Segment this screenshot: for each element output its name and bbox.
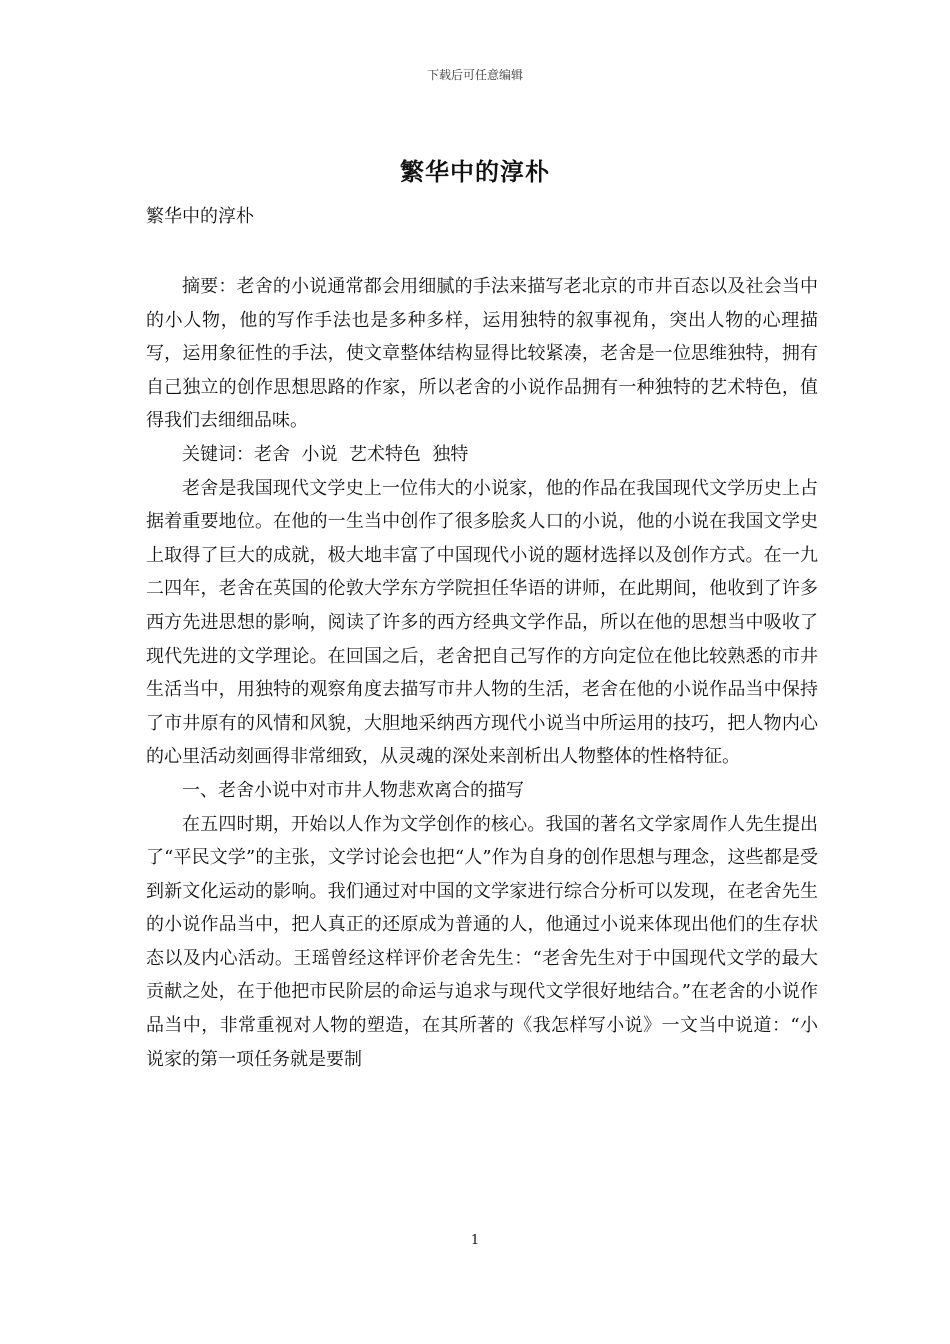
document-title: 繁华中的淳朴 (400, 157, 550, 186)
abstract-paragraph: 摘要：老舍的小说通常都会用细腻的手法来描写老北京的市井百态以及社会当中的小人物，他的写作手法也是多种多样，运用独特的叙事视角，突出人物的心理描写，运用象征性的手法，使文章整体结构显得比较紧凑，老舍是一位思维独特，拥有自己独立的创作思想思路的作家，所以老舍的小说作品拥有一种独特的艺术特色，值得我们去细细品味。 (146, 276, 818, 432)
body-paragraph: 老舍是我国现代文学史上一位伟大的小说家，他的作品在我国现代文学历史上占据着重要地位。在他的一生当中创作了很多脍炙人口的小说，他的小说在我国文学史上取得了巨大的成就，极大地丰富了中国现代小说的题材选择以及创作方式。在一九二四年，老舍在英国的伦敦大学东方学院担任华语的讲师，在此期间，他收到了许多西方先进思想的影响，阅读了许多的西方经典文学作品，所以在他的思想当中吸收了现代先进的文学理论。在回国之后，老舍把自己写作的方向定位在他比较熟悉的市井生活当中，用独特的观察角度去描写市井人物的生活，老舍在他的小说作品当中保持了市井原有的风情和风貌，大胆地采纳西方现代小说当中所运用的技巧，把人物内心的心里活动刻画得非常细致，从灵魂的深处来剖析出人物整体的性格特征。 (146, 477, 818, 768)
page-number: 1 (470, 1233, 480, 1248)
section-heading: 一、老舍小说中对市井人物悲欢离合的描写 (182, 779, 524, 801)
header-note: 下载后可任意编辑 (426, 68, 523, 82)
keywords-paragraph: 关键词：老舍 小说 艺术特色 独特 (182, 443, 469, 465)
document-body (146, 270, 818, 1076)
document-subtitle: 繁华中的淳朴 (146, 206, 254, 227)
body-paragraph: 在五四时期，开始以人作为文学创作的核心。我国的著名文学家周作人先生提出了“平民文学”的主张，文学讨论会也把“人”作为自身的创作思想与理念，这些都是受到新文化运动的影响。我们通过对中国的文学家进行综合分析可以发现，在老舍先生的小说作品当中，把人真正的还原成为普通的人，他通过小说来体现出他们的生存状态以及内心活动。王瑶曾经这样评价老舍先生：“老舍先生对于中国现代文学的最大贡献之处，在于他把市民阶层的命运与追求与现代文学很好地结合。”在老舍的小说作品当中，非常重视对人物的塑造，在其所著的《我怎样写小说》一文当中说道：“小说家的第一项任务就是要制 (146, 813, 818, 1070)
